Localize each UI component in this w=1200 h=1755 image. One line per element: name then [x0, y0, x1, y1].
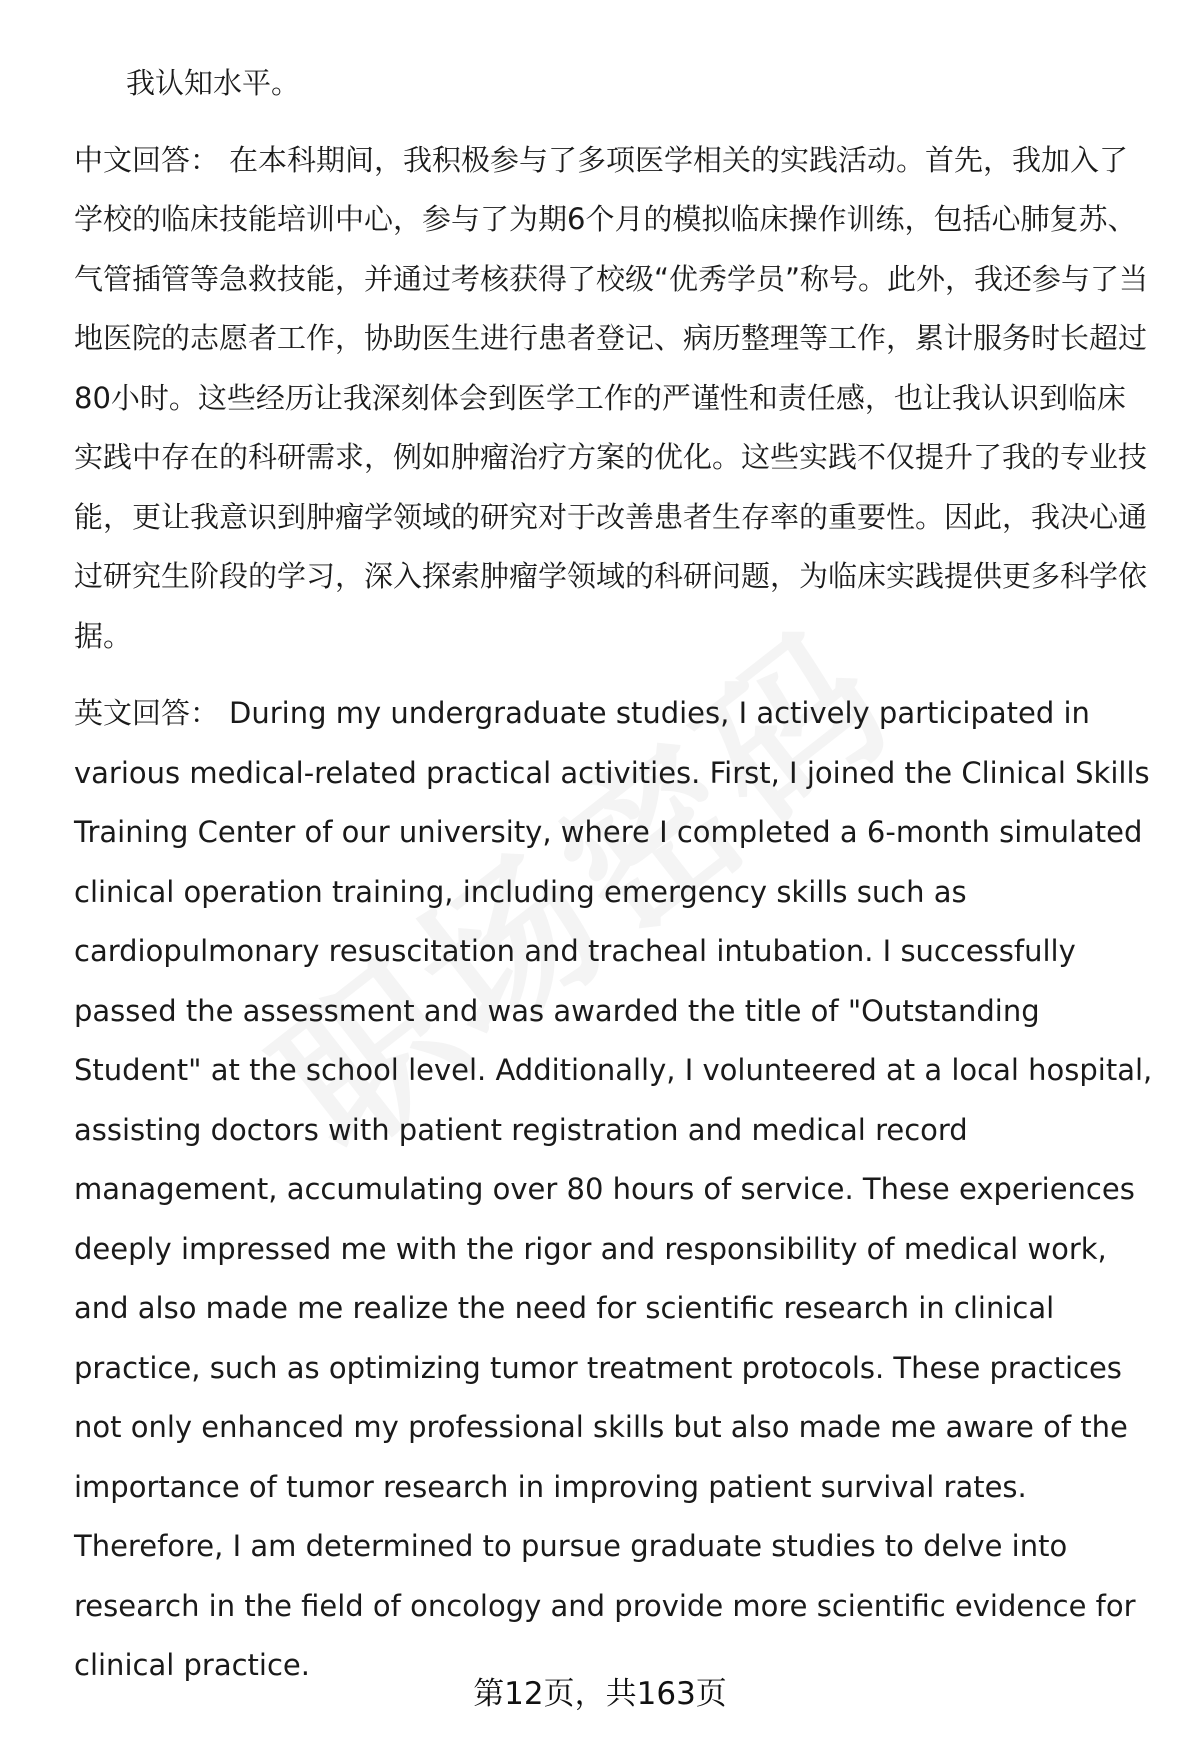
- english-answer-paragraph: [74, 684, 1154, 1696]
- english-answer-text: During my undergraduate studies, I actively participated in various medical-related practical activities. First, I joined the Clinical Skills Training Center of our university, where I completed a 6-month simulated clinical operation training, including emergency skills such as cardiopulmonary resuscitation and tracheal intubation. I successfully passed the assessment and was awarded the title of "Outstanding Student" at the school level. Additionally, I volunteered at a local hospital, assisting doctors with patient registration and medical record management, accumulating over 80 hours of service. These experiences deeply impressed me with the rigor and responsibility of medical work, and also made me realize the need for scientific research in clinical practice, such as optimizing tumor treatment protocols. These practices not only enhanced my professional skills but also made me aware of the importance of tumor research in improving patient survival rates. Therefore, I am determined to pursue graduate studies to delve into research in the field of oncology and provide more scientific evidence for clinical practice.: [74, 696, 1153, 1682]
- english-answer-label: 英文回答：: [74, 696, 220, 730]
- page-number-footer: 第12页，共163页: [473, 1676, 727, 1712]
- chinese-answer-label: 中文回答：: [74, 142, 220, 177]
- page-content: [74, 54, 1154, 1696]
- continuation-paragraph: 我认知水平。: [126, 66, 301, 100]
- chinese-answer-paragraph: [74, 131, 1154, 667]
- chinese-answer-text: 在本科期间，我积极参与了多项医学相关的实践活动。首先，我加入了学校的临床技能培训中心，参与了为期6个月的模拟临床操作训练，包括心肺复苏、气管插管等急救技能，并通过考核获得了校级“优秀学员”称号。此外，我还参与了当地医院的志愿者工作，协助医生进行患者登记、病历整理等工作，累计服务时长超过80小时。这些经历让我深刻体会到医学工作的严谨性和责任感，也让我认识到临床实践中存在的科研需求，例如肿瘤治疗方案的优化。这些实践不仅提升了我的专业技能，更让我意识到肿瘤学领域的研究对于改善患者生存率的重要性。因此，我决心通过研究生阶段的学习，深入探索肿瘤学领域的科研问题，为临床实践提供更多科学依据。: [74, 142, 1149, 653]
